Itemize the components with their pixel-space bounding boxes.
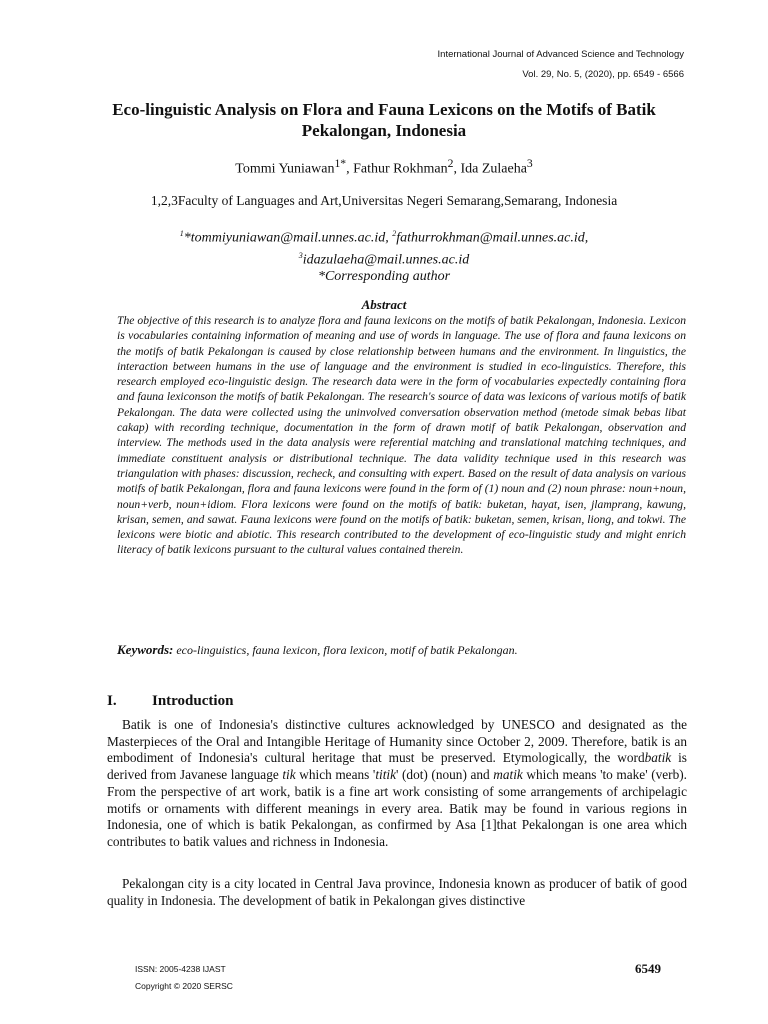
email-marker: 1	[179, 229, 184, 238]
keywords-label: Keywords:	[117, 642, 174, 657]
paragraph-text: is derived from Javanese language	[107, 750, 687, 783]
italic-term: titik	[375, 767, 396, 783]
italic-term: batik	[644, 750, 672, 766]
author-separator: ,	[346, 161, 354, 177]
author-emails	[100, 225, 668, 285]
email-link[interactable]: fathurrokhman@mail.unnes.ac.id,	[396, 230, 589, 246]
abstract-heading: Abstract	[361, 297, 407, 312]
author-marker: 3	[526, 157, 533, 170]
author-name: Ida Zulaeha	[460, 161, 527, 177]
section-number: I.	[107, 693, 117, 709]
italic-term: tik	[282, 767, 296, 783]
italic-term: matik	[493, 767, 523, 783]
email-link[interactable]: *tommiyuniawan@mail.unnes.ac.id,	[183, 230, 389, 246]
email-marker: 2	[392, 229, 397, 238]
author-name: Tommi Yuniawan	[235, 161, 335, 177]
body-paragraph: Pekalongan city is a city located in Central Java province, Indonesia known as producer of batik of good quality in Indonesia. The development of batik in Pekalongan gives distinctive	[107, 876, 687, 908]
paragraph-text: ' (dot) (noun) and	[396, 767, 494, 783]
section-title: Introduction	[152, 693, 234, 709]
email-link[interactable]: idazulaeha@mail.unnes.ac.id	[302, 252, 470, 268]
body-paragraph	[107, 717, 687, 851]
footer-issn: ISSN: 2005-4238 IJAST	[135, 964, 226, 974]
author-name: Fathur Rokhman	[353, 161, 448, 177]
section-heading	[107, 693, 233, 710]
email-line	[100, 225, 668, 247]
journal-volume: Vol. 29, No. 5, (2020), pp. 6549 - 6566	[522, 69, 684, 80]
email-line	[100, 247, 668, 269]
author-separator: ,	[453, 161, 461, 177]
paragraph-text: Batik is one of Indonesia's distinctive cultures acknowledged by UNESCO and designated as the Masterpieces of the Oral and Intangible Heritage of Humanity since October 2, 2009. Therefore, batik is an embodiment of Indonesia's cultural heritage that must be preserved. Etymologically, the word	[107, 717, 687, 766]
author-marker: 2	[447, 157, 454, 170]
paper-title: Eco-linguistic Analysis on Flora and Fauna Lexicons on the Motifs of Batik Pekalongan, Indonesia	[112, 100, 656, 140]
email-marker: 3	[298, 250, 303, 260]
keywords-text: eco-linguistics, fauna lexicon, flora lexicon, motif of batik Pekalongan.	[173, 643, 518, 657]
paragraph-text: which means '	[295, 767, 376, 783]
journal-name: International Journal of Advanced Science and Technology	[437, 49, 684, 60]
footer-copyright: Copyright © 2020 SERSC	[135, 981, 233, 991]
affiliation: 1,2,3Faculty of Languages and Art,Universitas Negeri Semarang,Semarang, Indonesia	[150, 193, 618, 208]
paragraph-text: which means 'to make' (verb). From the perspective of art work, batik is a fine art work consisting of some arrangements of archipelagic motifs or ornaments with different meanings in every area. Batik may be found in various regions in Indonesia, one of which is batik Pekalongan, as confirmed by Asa [1]that Pekalongan is one area which contributes to batik values and richness in Indonesia.	[107, 767, 688, 849]
page-number: 6549	[635, 961, 661, 976]
corresponding-author-note: *Corresponding author	[317, 269, 451, 285]
abstract-text: The objective of this research is to analyze flora and fauna lexicons on the motifs of batik Pekalongan, Indonesia. Lexicon is vocabularies containing information of meaning and use of words in language. The use of flora and fauna lexicons on the motifs of batik Pekalongan is caused by close relationship between humans and the environment. In linguistics, the interaction between humans in the use of language and the environment is studied in eco-linguistics. Therefore, this research employed eco-linguistic design. The research data were in the form of vocabularies expectedly containing flora and fauna lexiconson the motifs of batik Pekalongan. The research's source of data was lexicons of various motifs of batik Pekalongan. The data were collected using the uninvolved conversation observation method (metode simak bebas libat cakap) with recording technique, documentation in the form of drawn motif of batik Pekalongan, observation and interview. The methods used in the data analysis were referential matching and translational matching techniques, and immediate constituent analysis or distributional technique. The data validity technique used in this research was triangulation with phases: discussion, recheck, and consulting with expert. Based on the result of data analysis on various motifs of batik Pekalongan, flora and fauna lexicons were found in the form of (1) noun and (2) noun phrase: noun+noun, noun+verb, noun+idiom. Flora lexicons were found on the motifs of batik: buketan, hayat, isen, jlamprang, kawung, krisan, semen, and sawat. Fauna lexicons were found on the motifs of batik: buketan, semen, krisan, liong, and tokwi. The lexicons were biotic and abiotic. This research contributed to the development of eco-linguistic study and might enrich literacy of batik lexicons pursuant to the cultural values contained therein.	[117, 314, 686, 557]
author-list	[100, 157, 668, 178]
keywords	[117, 642, 686, 658]
author-marker: 1*	[334, 157, 347, 170]
